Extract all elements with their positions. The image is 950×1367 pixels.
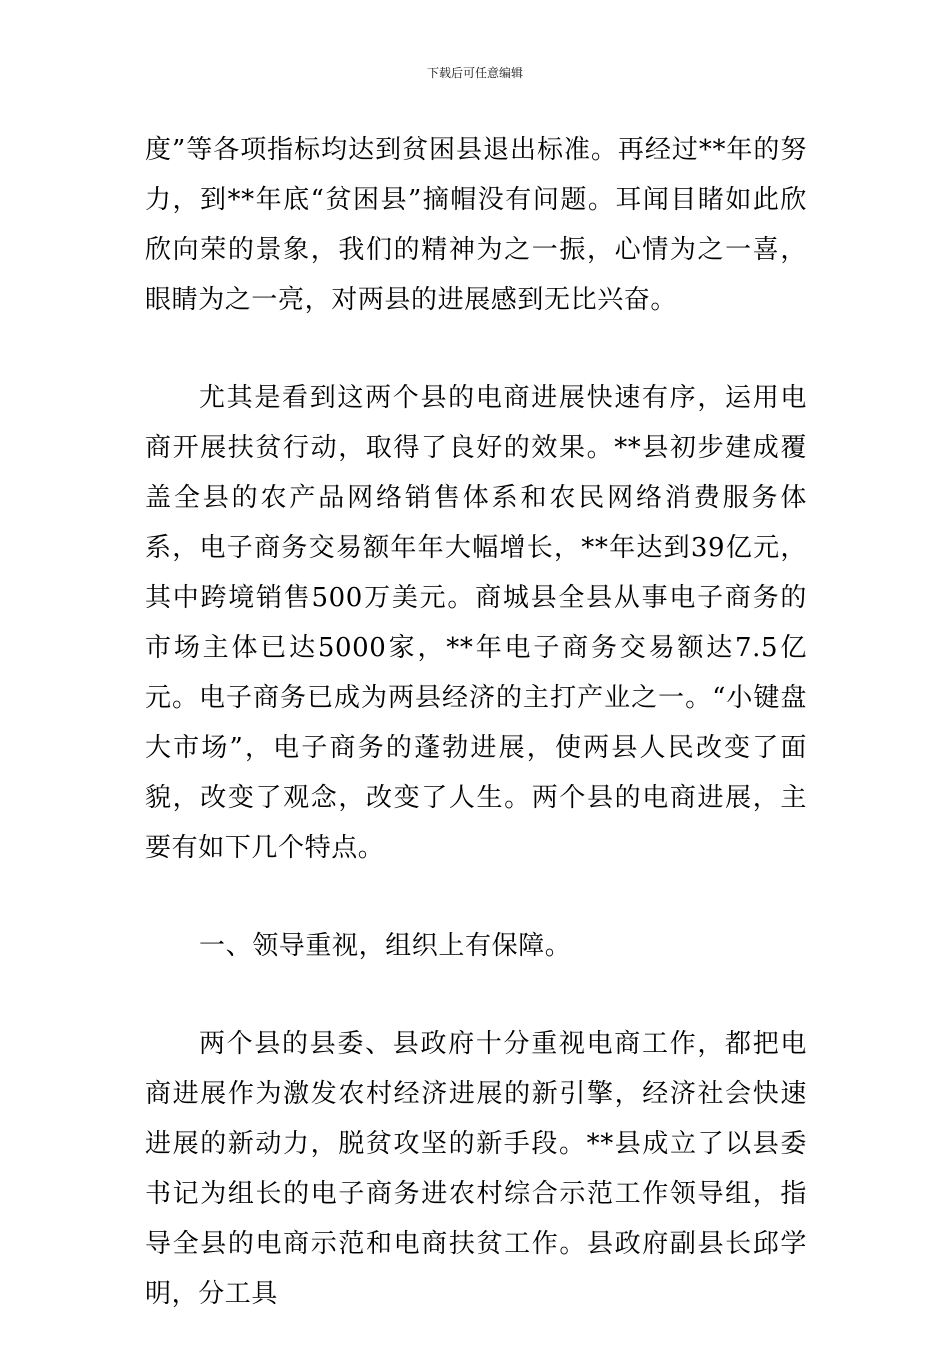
section-heading: 一、领导重视，组织上有保障。 [199, 931, 572, 961]
page-header: 下载后可任意编辑 [426, 66, 523, 80]
paragraph-2: 尤其是看到这两个县的电商进展快速有序，运用电商开展扶贫行动，取得了良好的效果。**县初步建成覆盖全县的农产品网络销售体系和农民网络消费服务体系，电子商务交易额年年大幅增长，**年达到39亿元，其中跨境销售500万美元。商城县全县从事电子商务的市场主体已达5000家，**年电子商务交易额达7.5亿元。电子商务已成为两县经济的主打产业之一。“小键盘大市场”，电子商务的蓬勃进展，使两县人民改变了面貌，改变了观念，改变了人生。两个县的电商进展，主要有如下几个特点。 [145, 383, 807, 863]
paragraph-3: 两个县的县委、县政府十分重视电商工作，都把电商进展作为激发农村经济进展的新引擎，经济社会快速进展的新动力，脱贫攻坚的新手段。**县成立了以县委书记为组长的电子商务进农村综合示范工作领导组，指导全县的电商示范和电商扶贫工作。县政府副县长邱学明，分工具 [145, 1029, 807, 1309]
paragraph-1: 度”等各项指标均达到贫困县退出标准。再经过**年的努力，到**年底“贫困县”摘帽没有问题。耳闻目睹如此欣欣向荣的景象，我们的精神为之一振，心情为之一喜，眼睛为之一亮，对两县的进展感到无比兴奋。 [145, 135, 807, 315]
document-body [145, 125, 807, 1367]
